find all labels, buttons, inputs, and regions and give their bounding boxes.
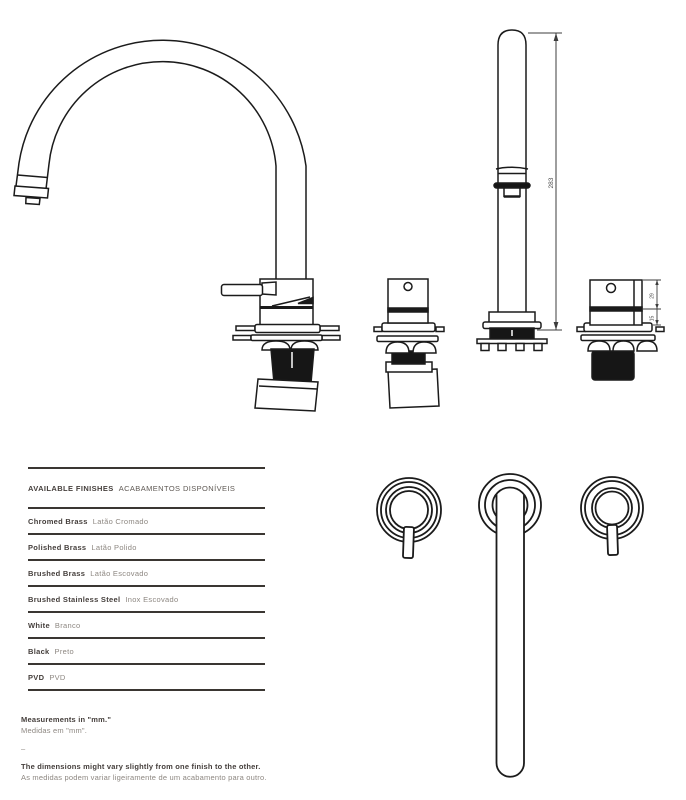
finish-name-en: Brushed Stainless Steel [28,594,121,604]
notes-divider: – [21,744,26,753]
measurements-note-pt: Medidas em "mm". [21,726,88,735]
handle-top-view-left-drawing [377,478,441,558]
finish-name-en: Brushed Brass [28,568,86,578]
finish-name-pt: Inox Escovado [125,594,179,604]
finish-name-en: Chromed Brass [28,516,88,526]
finish-name-en: PVD [28,672,45,682]
finish-row-chromed-brass [28,509,265,535]
spout-top-view-drawing [479,474,541,777]
finish-name-pt: PVD [49,672,66,682]
spout-front-view-drawing [477,30,547,351]
finish-name-en: Polished Brass [28,542,87,552]
finish-name-pt: Latão Escovado [90,568,149,578]
footnotes [21,714,267,783]
spout-height-dimension-label: 283 [548,177,555,189]
finish-name-pt: Branco [54,620,81,630]
tolerance-note-en: The dimensions might vary slightly from one finish to the other. [21,762,261,771]
finish-row-white [28,613,265,639]
finish-name-pt: Latão Cromado [92,516,149,526]
finishes-header-pt: ACABAMENTOS DISPONÍVEIS [118,483,236,493]
height-dimension-line [528,33,562,330]
finish-name-pt: Latão Polido [91,542,137,552]
finishes-header-en: AVAILABLE FINISHES [28,483,114,493]
finish-name-en: White [28,620,50,630]
handle-lower-dimension-label: 15 [649,315,656,322]
handle-upper-dimension-label: 29 [649,293,656,299]
finish-name-en: Black [28,646,50,656]
finish-name-pt: Preto [54,646,74,656]
faucet-side-view-drawing [14,40,340,411]
finish-row-pvd [28,665,265,691]
finish-row-brushed-stainless-steel [28,587,265,613]
finish-row-black [28,639,265,665]
finish-row-brushed-brass [28,561,265,587]
finishes-table-header [28,469,265,509]
handle-top-view-right-drawing [581,477,643,555]
handle-valve-front-view-drawing [374,279,444,408]
tolerance-note-pt: As medidas podem variar ligeiramente de um acabamento para outro. [21,773,267,782]
finish-row-polished-brass [28,535,265,561]
measurements-note-en: Measurements in "mm." [21,715,112,724]
available-finishes-table [28,467,265,691]
